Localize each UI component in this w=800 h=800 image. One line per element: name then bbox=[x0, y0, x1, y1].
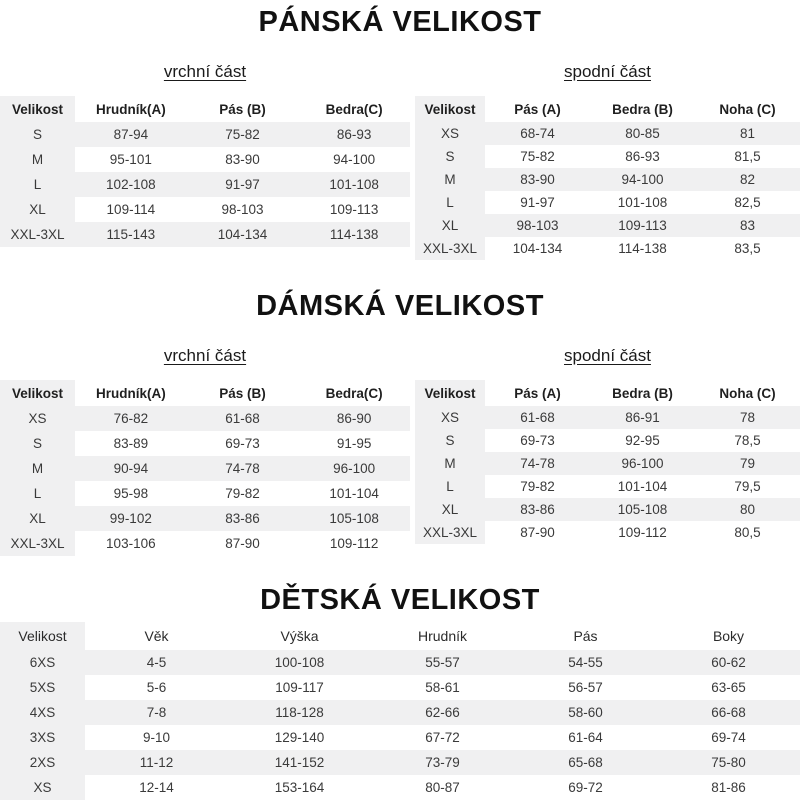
header-row bbox=[0, 380, 410, 406]
measure-column-header: Bedra (B) bbox=[612, 385, 673, 401]
size-column-header: Velikost bbox=[415, 96, 485, 122]
size-column-header: Velikost bbox=[0, 96, 75, 122]
measurement-cell: 95-98 bbox=[113, 486, 149, 501]
womens-section-title: DÁMSKÁ VELIKOST bbox=[256, 290, 544, 322]
size-cell: 5XS bbox=[0, 675, 85, 700]
size-column-header: Velikost bbox=[415, 380, 485, 406]
measurement-cell: 79-82 bbox=[225, 486, 260, 501]
measurement-cell: 83,5 bbox=[734, 241, 761, 256]
table-row bbox=[0, 122, 410, 147]
measurement-cell: 94-100 bbox=[333, 152, 376, 167]
size-cell: M bbox=[415, 452, 485, 475]
size-cell: L bbox=[415, 475, 485, 498]
size-cell: M bbox=[0, 147, 75, 172]
measure-column-header: Výška bbox=[280, 628, 319, 644]
measurement-cell: 54-55 bbox=[568, 655, 603, 670]
womens-upper-part-table bbox=[0, 380, 410, 556]
measurement-cell: 96-100 bbox=[621, 456, 664, 471]
measure-column-header: Pás (B) bbox=[219, 101, 266, 117]
size-cell: XL bbox=[415, 498, 485, 521]
measurement-cell: 118-128 bbox=[275, 705, 324, 720]
table-row bbox=[0, 197, 410, 222]
measurement-cell: 99-102 bbox=[109, 511, 152, 526]
measurement-cell: 87-94 bbox=[113, 127, 149, 142]
measurement-cell: 109-112 bbox=[329, 536, 379, 551]
measurement-cell: 102-108 bbox=[106, 177, 156, 192]
size-cell: L bbox=[0, 172, 75, 197]
measure-column-header: Bedra(C) bbox=[325, 385, 383, 401]
section-mens-sizes bbox=[0, 6, 800, 260]
measurement-cell: 86-90 bbox=[336, 411, 372, 426]
measurement-cell: 58-61 bbox=[425, 680, 460, 695]
measurement-cell: 74-78 bbox=[520, 456, 555, 471]
table-row bbox=[0, 506, 410, 531]
measurement-cell: 101-104 bbox=[329, 486, 379, 501]
size-cell: XXL-3XL bbox=[415, 237, 485, 260]
measurement-cell: 104-134 bbox=[217, 227, 268, 242]
size-cell: XS bbox=[0, 406, 75, 431]
size-cell: M bbox=[415, 168, 485, 191]
size-cell: S bbox=[0, 431, 75, 456]
measurement-cell: 75-82 bbox=[520, 149, 555, 164]
measurement-cell: 98-103 bbox=[221, 202, 264, 217]
size-column-header: Velikost bbox=[0, 622, 85, 650]
measurement-cell: 80 bbox=[739, 502, 756, 517]
mens-tables-row bbox=[0, 62, 800, 260]
measurement-cell: 62-66 bbox=[425, 705, 460, 720]
measurement-cell: 109-113 bbox=[618, 218, 667, 233]
size-cell: 4XS bbox=[0, 700, 85, 725]
measurement-cell: 80-87 bbox=[425, 780, 460, 795]
childrens-table-block bbox=[0, 622, 800, 800]
table-row bbox=[415, 191, 800, 214]
measurement-cell: 63-65 bbox=[711, 680, 746, 695]
mens-upper-part-block bbox=[0, 62, 410, 247]
measurement-cell: 79 bbox=[739, 456, 756, 471]
table-row bbox=[415, 237, 800, 260]
measurement-cell: 65-68 bbox=[568, 755, 603, 770]
table-row bbox=[415, 521, 800, 544]
size-cell: XL bbox=[0, 197, 75, 222]
size-column-header: Velikost bbox=[0, 380, 75, 406]
measurement-cell: 83-86 bbox=[520, 502, 555, 517]
table-row bbox=[415, 122, 800, 145]
measurement-cell: 100-108 bbox=[274, 655, 325, 670]
measurement-cell: 75-82 bbox=[225, 127, 260, 142]
measurement-cell: 129-140 bbox=[274, 730, 325, 745]
table-row bbox=[0, 431, 410, 456]
table-row bbox=[0, 531, 410, 556]
measurement-cell: 9-10 bbox=[142, 730, 171, 745]
womens-lower-part-subtitle: spodní část bbox=[564, 346, 651, 365]
table-row bbox=[0, 222, 410, 247]
measurement-cell: 114-138 bbox=[618, 241, 667, 256]
size-cell: L bbox=[415, 191, 485, 214]
childrens-size-table bbox=[0, 622, 800, 800]
measurement-cell: 109-114 bbox=[106, 202, 156, 217]
measurement-cell: 83-86 bbox=[225, 511, 260, 526]
measure-column-header: Noha (C) bbox=[719, 385, 776, 401]
measurement-cell: 90-94 bbox=[113, 461, 149, 476]
header-row bbox=[415, 380, 800, 406]
measurement-cell: 55-57 bbox=[425, 655, 460, 670]
measurement-cell: 96-100 bbox=[333, 461, 376, 476]
measurement-cell: 83-89 bbox=[113, 436, 149, 451]
measurement-cell: 12-14 bbox=[139, 780, 174, 795]
womens-tables-row bbox=[0, 346, 800, 556]
table-row bbox=[0, 775, 800, 800]
measurement-cell: 87-90 bbox=[225, 536, 260, 551]
mens-lower-part-table bbox=[415, 96, 800, 260]
measurement-cell: 98-103 bbox=[516, 218, 559, 233]
measurement-cell: 91-95 bbox=[336, 436, 372, 451]
mens-lower-part-block bbox=[415, 62, 800, 260]
measurement-cell: 109-113 bbox=[329, 202, 379, 217]
womens-lower-part-table bbox=[415, 380, 800, 544]
mens-upper-part-subtitle: vrchní část bbox=[163, 62, 247, 81]
measurement-cell: 82 bbox=[739, 172, 756, 187]
measurement-cell: 61-68 bbox=[520, 410, 555, 425]
table-row bbox=[415, 406, 800, 429]
mens-lower-part-subtitle: spodní část bbox=[564, 62, 651, 81]
measurement-cell: 79-82 bbox=[520, 479, 555, 494]
table-row bbox=[415, 168, 800, 191]
size-cell: S bbox=[415, 145, 485, 168]
measure-column-header: Věk bbox=[144, 628, 169, 644]
table-row bbox=[415, 214, 800, 237]
measurement-cell: 69-73 bbox=[520, 433, 555, 448]
measure-column-header: Pás (A) bbox=[514, 385, 561, 401]
measurement-cell: 109-112 bbox=[618, 525, 667, 540]
mens-section-title: PÁNSKÁ VELIKOST bbox=[258, 6, 542, 38]
size-cell: XL bbox=[415, 214, 485, 237]
measurement-cell: 94-100 bbox=[621, 172, 664, 187]
measurement-cell: 80-85 bbox=[625, 126, 660, 141]
measurement-cell: 4-5 bbox=[146, 655, 167, 670]
measurement-cell: 68-74 bbox=[520, 126, 555, 141]
measurement-cell: 101-104 bbox=[617, 479, 668, 494]
measurement-cell: 69-74 bbox=[711, 730, 746, 745]
measurement-cell: 115-143 bbox=[106, 227, 156, 242]
measurement-cell: 101-108 bbox=[329, 177, 379, 192]
measure-column-header: Pás (A) bbox=[514, 101, 561, 117]
measurement-cell: 80,5 bbox=[734, 525, 761, 540]
measurement-cell: 58-60 bbox=[568, 705, 603, 720]
size-cell: L bbox=[0, 481, 75, 506]
measurement-cell: 153-164 bbox=[274, 780, 325, 795]
header-row bbox=[0, 622, 800, 650]
table-row bbox=[0, 725, 800, 750]
measure-column-header: Hrudník(A) bbox=[95, 385, 166, 401]
size-cell: M bbox=[0, 456, 75, 481]
measure-column-header: Bedra(C) bbox=[325, 101, 383, 117]
size-cell: S bbox=[415, 429, 485, 452]
measure-column-header: Hrudník(A) bbox=[95, 101, 166, 117]
measurement-cell: 69-72 bbox=[568, 780, 603, 795]
measurement-cell: 61-64 bbox=[568, 730, 603, 745]
measurement-cell: 92-95 bbox=[625, 433, 660, 448]
table-row bbox=[415, 145, 800, 168]
measurement-cell: 56-57 bbox=[568, 680, 603, 695]
measurement-cell: 83-90 bbox=[520, 172, 555, 187]
measure-column-header: Pás bbox=[573, 628, 598, 644]
measurement-cell: 114-138 bbox=[329, 227, 379, 242]
measure-column-header: Noha (C) bbox=[719, 101, 776, 117]
table-row bbox=[415, 498, 800, 521]
table-row bbox=[415, 475, 800, 498]
measurement-cell: 86-93 bbox=[336, 127, 372, 142]
table-row bbox=[415, 429, 800, 452]
measurement-cell: 141-152 bbox=[274, 755, 325, 770]
measurement-cell: 76-82 bbox=[113, 411, 149, 426]
measurement-cell: 66-68 bbox=[711, 705, 746, 720]
measurement-cell: 79,5 bbox=[734, 479, 761, 494]
measurement-cell: 60-62 bbox=[711, 655, 746, 670]
measurement-cell: 5-6 bbox=[146, 680, 167, 695]
measurement-cell: 82,5 bbox=[734, 195, 761, 210]
mens-upper-part-table bbox=[0, 96, 410, 247]
size-cell: XXL-3XL bbox=[415, 521, 485, 544]
measurement-cell: 81 bbox=[739, 126, 756, 141]
table-row bbox=[0, 700, 800, 725]
measure-column-header: Pás (B) bbox=[219, 385, 266, 401]
header-row bbox=[0, 96, 410, 122]
measurement-cell: 95-101 bbox=[109, 152, 152, 167]
measure-column-header: Bedra (B) bbox=[612, 101, 673, 117]
measurement-cell: 109-117 bbox=[275, 680, 324, 695]
measurement-cell: 78,5 bbox=[734, 433, 761, 448]
womens-upper-part-subtitle: vrchní část bbox=[163, 346, 247, 365]
measurement-cell: 73-79 bbox=[425, 755, 460, 770]
size-cell: XS bbox=[415, 406, 485, 429]
table-row bbox=[0, 406, 410, 431]
measurement-cell: 91-97 bbox=[225, 177, 260, 192]
measurement-cell: 83 bbox=[739, 218, 756, 233]
table-row bbox=[0, 750, 800, 775]
size-cell: 3XS bbox=[0, 725, 85, 750]
measurement-cell: 105-108 bbox=[329, 511, 379, 526]
size-cell: S bbox=[0, 122, 75, 147]
measurement-cell: 67-72 bbox=[425, 730, 460, 745]
measurement-cell: 86-91 bbox=[625, 410, 660, 425]
table-row bbox=[0, 675, 800, 700]
table-row bbox=[415, 452, 800, 475]
section-womens-sizes bbox=[0, 290, 800, 556]
measurement-cell: 75-80 bbox=[711, 755, 746, 770]
size-cell: XXL-3XL bbox=[0, 531, 75, 556]
womens-upper-part-block bbox=[0, 346, 410, 556]
size-cell: XXL-3XL bbox=[0, 222, 75, 247]
size-cell: XL bbox=[0, 506, 75, 531]
measurement-cell: 69-73 bbox=[225, 436, 260, 451]
measurement-cell: 101-108 bbox=[617, 195, 668, 210]
measurement-cell: 104-134 bbox=[512, 241, 563, 256]
table-row bbox=[0, 481, 410, 506]
size-cell: 6XS bbox=[0, 650, 85, 675]
measurement-cell: 81,5 bbox=[734, 149, 761, 164]
size-cell: XS bbox=[0, 775, 85, 800]
size-cell: 2XS bbox=[0, 750, 85, 775]
measurement-cell: 83-90 bbox=[225, 152, 260, 167]
section-childrens-sizes bbox=[0, 584, 800, 800]
header-row bbox=[415, 96, 800, 122]
measurement-cell: 91-97 bbox=[520, 195, 555, 210]
table-row bbox=[0, 456, 410, 481]
measure-column-header: Hrudník bbox=[417, 628, 468, 644]
womens-lower-part-block bbox=[415, 346, 800, 544]
measurement-cell: 105-108 bbox=[617, 502, 668, 517]
measurement-cell: 81-86 bbox=[711, 780, 746, 795]
table-row bbox=[0, 650, 800, 675]
measurement-cell: 74-78 bbox=[225, 461, 260, 476]
measurement-cell: 61-68 bbox=[225, 411, 260, 426]
measurement-cell: 7-8 bbox=[146, 705, 167, 720]
measurement-cell: 11-12 bbox=[139, 755, 174, 770]
measurement-cell: 86-93 bbox=[625, 149, 660, 164]
measurement-cell: 78 bbox=[739, 410, 756, 425]
table-row bbox=[0, 172, 410, 197]
table-row bbox=[0, 147, 410, 172]
size-cell: XS bbox=[415, 122, 485, 145]
measurement-cell: 87-90 bbox=[520, 525, 555, 540]
childrens-section-title: DĚTSKÁ VELIKOST bbox=[260, 584, 540, 616]
measurement-cell: 103-106 bbox=[106, 536, 156, 551]
measure-column-header: Boky bbox=[712, 628, 745, 644]
